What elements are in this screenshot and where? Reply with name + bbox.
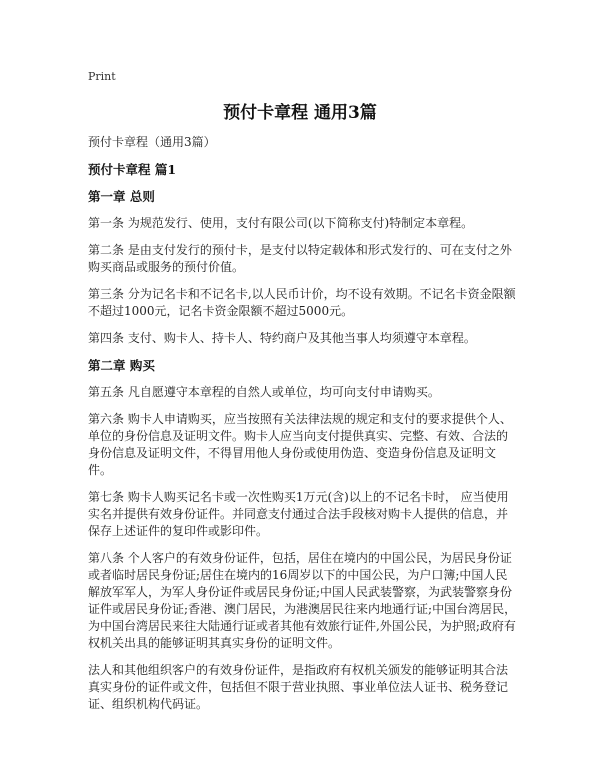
chapter-heading-2: 第二章 购买 — [88, 358, 155, 373]
article-2: 第二条 是由支付发行的预付卡，是支付以特定载体和形式发行的、可在支付之外购买商品或服务的预付价值。 — [88, 243, 512, 274]
article-4: 第四条 支付、购卡人、持卡人、特约商户及其他当事人均须遵守本章程。 — [88, 331, 476, 345]
article-3: 第三条 分为记名卡和不记名卡,以人民币计价，均不设有效期。不记名卡资金限额不超过1000元，记名卡资金限额不超过5000元。 — [88, 287, 516, 318]
chapter-heading-1: 第一章 总则 — [88, 189, 155, 204]
document-subtitle: 预付卡章程（通用3篇） — [88, 135, 216, 149]
article-9: 法人和其他组织客户的有效身份证件，是指政府有权机关颁发的能够证明其合法真实身份的证件或文件，包括但不限于营业执照、事业单位法人证书、税务登记证、组织机构代码证。 — [88, 663, 509, 711]
article-1: 第一条 为规范发行、使用，支付有限公司(以下简称支付)特制定本章程。 — [88, 216, 474, 230]
article-6: 第六条 购卡人申请购买，应当按照有关法律法规的规定和支付的要求提供个人、单位的身份信息及证明文件。购卡人应当向支付提供真实、完整、有效、合法的身份信息及证明文件，不得冒用他人身份或使用伪造、变造身份信息及证明文件。 — [88, 412, 512, 477]
article-7: 第七条 购卡人购买记名卡或一次性购买1万元(含)以上的不记名卡时， 应当使用实名并提供有效身份证件。并同意支付通过合法手段核对购卡人提供的信息，并保存上述证件的复印件或影印件。 — [88, 490, 509, 538]
article-5: 第五条 凡自愿遵守本章程的自然人或单位，均可向支付申请购买。 — [88, 385, 440, 399]
page-title: 预付卡章程 通用3篇 — [223, 103, 377, 123]
article-8: 第八条 个人客户的有效身份证件，包括，居住在境内的中国公民，为居民身份证或者临时居民身份证;居住在境内的16周岁以下的中国公民，为户口簿;中国人民解放军军人，为军人身份证件或居民身份证;中国人民武装警察，为武装警察身份证件或居民身份证;香港、澳门居民，为港澳居民往来内地通行证;中国台湾居民，为中国台湾居民来往大陆通行证或者其他有效旅行证件,外国公民，为护照;政府有权机关出具的能够证明其真实身份的证明文件。 — [88, 551, 517, 650]
section-title: 预付卡章程 篇1 — [88, 162, 177, 177]
print-link[interactable]: Print — [88, 70, 116, 83]
document-body — [88, 134, 518, 723]
